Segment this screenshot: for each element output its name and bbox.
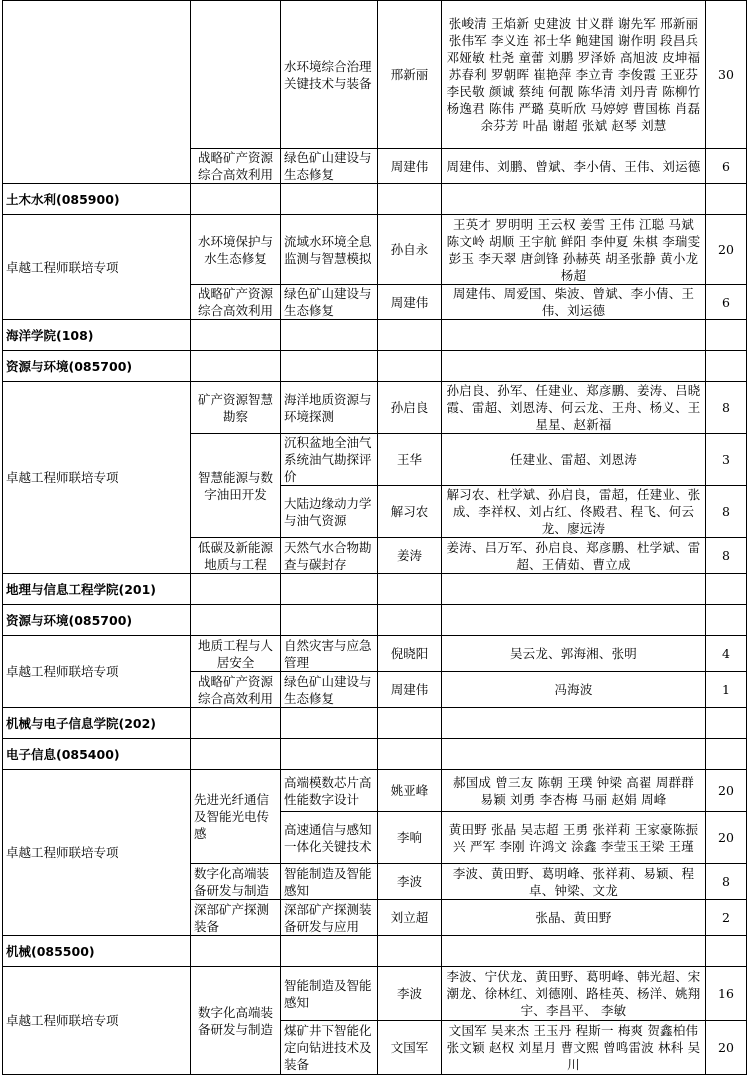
research-direction-cell [191, 1, 281, 149]
table-row [3, 215, 747, 285]
research-direction-cell: 数字化高端装备研发与制造 [191, 864, 281, 900]
quota-cell: 8 [706, 382, 747, 434]
topic-cell: 沉积盆地全油气系统油气勘探评价 [281, 434, 378, 486]
team-cell: 孙启良、孙军、任建业、郑彦鹏、姜涛、吕晓霞、雷超、刘恩涛、何云龙、王舟、杨义、王星星、赵新福 [442, 382, 706, 434]
team-cell: 吴云龙、郭海湘、张明 [442, 636, 706, 672]
section-row [3, 936, 747, 967]
table-row [3, 1, 747, 149]
research-direction-cell: 战略矿产资源综合高效利用 [191, 285, 281, 320]
section-title: 资源与环境(085700) [3, 351, 191, 382]
topic-cell: 煤矿井下智能化定向钻进技术及装备 [281, 1021, 378, 1075]
topic-cell: 智能制造及智能感知 [281, 864, 378, 900]
topic-cell: 绿色矿山建设与生态修复 [281, 285, 378, 320]
section-title: 地理与信息工程学院(201) [3, 574, 191, 605]
section-row [3, 708, 747, 739]
program-cell: 卓越工程师联培专项 [3, 770, 191, 936]
quota-cell: 30 [706, 1, 747, 149]
topic-cell: 深部矿产探测装备研发与应用 [281, 900, 378, 936]
program-cell: 卓越工程师联培专项 [3, 382, 191, 574]
topic-cell: 大陆边缘动力学与油气资源 [281, 486, 378, 538]
research-direction-cell: 水环境保护与水生态修复 [191, 215, 281, 285]
table-row [3, 636, 747, 672]
program-cell: 卓越工程师联培专项 [3, 967, 191, 1075]
enrollment-table [2, 0, 747, 1075]
quota-cell: 8 [706, 538, 747, 574]
team-cell: 解习农、杜学斌、孙启良，雷超，任建业、张成、李祥权、刘占红、佟殿君、程飞、何云龙、廖远涛 [442, 486, 706, 538]
research-direction-cell: 矿产资源智慧勘察 [191, 382, 281, 434]
topic-cell: 海洋地质资源与环境探测 [281, 382, 378, 434]
quota-cell: 6 [706, 149, 747, 184]
section-title: 机械(085500) [3, 936, 191, 967]
team-cell: 张峻清 王焰新 史建波 甘义群 谢先军 邢新丽 张伟军 李义连 祁士华 鲍建国 谢作明 段昌兵 邓娅敏 杜尧 童蕾 刘鹏 罗泽娇 高旭波 皮坤福 苏春利 罗朝晖 崔艳萍 李立青 李俊霞 王亚芬 李民敬 颜诚 蔡纯 何靓 陈华清 刘丹青 陈柳竹 杨逸君 陈伟 严璐 莫昕欣 马婷婷 曹国栋 肖磊 余芬芳 叶晶 谢超 张斌 赵琴 刘慧 [442, 1, 706, 149]
supervisor-cell: 李响 [378, 812, 442, 864]
section-row [3, 351, 747, 382]
topic-cell: 高速通信与感知一体化关键技术 [281, 812, 378, 864]
research-direction-cell: 战略矿产资源综合高效利用 [191, 672, 281, 708]
supervisor-cell: 姜涛 [378, 538, 442, 574]
section-title: 资源与环境(085700) [3, 605, 191, 636]
quota-cell: 20 [706, 215, 747, 285]
topic-cell: 自然灾害与应急管理 [281, 636, 378, 672]
quota-cell: 1 [706, 672, 747, 708]
quota-cell: 3 [706, 434, 747, 486]
supervisor-cell: 姚亚峰 [378, 770, 442, 812]
supervisor-cell: 孙启良 [378, 382, 442, 434]
topic-cell: 天然气水合物勘查与碳封存 [281, 538, 378, 574]
quota-cell: 2 [706, 900, 747, 936]
supervisor-cell: 刘立超 [378, 900, 442, 936]
supervisor-cell: 邢新丽 [378, 1, 442, 149]
team-cell: 黄田野 张晶 吴志超 王勇 张祥莉 王家豪陈振兴 严军 李刚 许鸿文 涂鑫 李莹玉王梁 王瑾 [442, 812, 706, 864]
quota-cell: 4 [706, 636, 747, 672]
topic-cell: 高端模数芯片高性能数字设计 [281, 770, 378, 812]
program-cell [3, 1, 191, 184]
team-cell: 周建伟、刘鹏、曾斌、李小倩、王伟、刘运德 [442, 149, 706, 184]
team-cell: 郝国成 曾三友 陈朝 王璞 钟梁 高翟 周群群 易颖 刘勇 李杏梅 马丽 赵娟 周峰 [442, 770, 706, 812]
topic-cell: 水环境综合治理关键技术与装备 [281, 1, 378, 149]
quota-cell: 8 [706, 486, 747, 538]
program-cell: 卓越工程师联培专项 [3, 636, 191, 708]
supervisor-cell: 孙自永 [378, 215, 442, 285]
supervisor-cell: 王华 [378, 434, 442, 486]
section-row [3, 184, 747, 215]
section-title: 海洋学院(108) [3, 320, 191, 351]
team-cell: 冯海波 [442, 672, 706, 708]
topic-cell: 流域水环境全息监测与智慧模拟 [281, 215, 378, 285]
quota-cell: 20 [706, 770, 747, 812]
team-cell: 张晶、黄田野 [442, 900, 706, 936]
research-direction-cell: 先进光纤通信及智能光电传感 [191, 770, 281, 864]
supervisor-cell: 文国军 [378, 1021, 442, 1075]
quota-cell: 20 [706, 1021, 747, 1075]
supervisor-cell: 李波 [378, 967, 442, 1021]
topic-cell: 智能制造及智能感知 [281, 967, 378, 1021]
supervisor-cell: 解习农 [378, 486, 442, 538]
research-direction-cell: 地质工程与人居安全 [191, 636, 281, 672]
research-direction-cell: 战略矿产资源综合高效利用 [191, 149, 281, 184]
quota-cell: 16 [706, 967, 747, 1021]
table-row [3, 770, 747, 812]
team-cell: 李波、宁伏龙、黄田野、葛明峰、韩光超、宋潮龙、徐林红、刘德刚、路桂英、杨洋、姚翔宇、李昌平、 李敏 [442, 967, 706, 1021]
section-row [3, 605, 747, 636]
section-title: 电子信息(085400) [3, 739, 191, 770]
supervisor-cell: 周建伟 [378, 149, 442, 184]
quota-cell: 6 [706, 285, 747, 320]
section-title: 土木水利(085900) [3, 184, 191, 215]
section-row [3, 574, 747, 605]
team-cell: 任建业、雷超、刘恩涛 [442, 434, 706, 486]
section-row [3, 739, 747, 770]
section-row [3, 320, 747, 351]
research-direction-cell: 深部矿产探测装备 [191, 900, 281, 936]
supervisor-cell: 周建伟 [378, 672, 442, 708]
team-cell: 王英才 罗明明 王云权 姜雪 王伟 江聪 马斌 陈文岭 胡顺 王宇航 鲜阳 李仲夏 朱棋 李瑞雯 彭玉 李天翠 唐剑锋 孙赫英 胡圣张静 黄小龙 杨超 [442, 215, 706, 285]
program-cell: 卓越工程师联培专项 [3, 215, 191, 320]
quota-cell: 8 [706, 864, 747, 900]
research-direction-cell: 智慧能源与数字油田开发 [191, 434, 281, 538]
section-title: 机械与电子信息学院(202) [3, 708, 191, 739]
supervisor-cell: 李波 [378, 864, 442, 900]
supervisor-cell: 周建伟 [378, 285, 442, 320]
quota-cell: 20 [706, 812, 747, 864]
team-cell: 周建伟、周爱国、柴波、曾斌、李小倩、王伟、刘运德 [442, 285, 706, 320]
topic-cell: 绿色矿山建设与生态修复 [281, 672, 378, 708]
supervisor-cell: 倪晓阳 [378, 636, 442, 672]
team-cell: 文国军 吴来杰 王玉丹 程斯一 梅爽 贺鑫柏伟 张文颖 赵权 刘星月 曹文熙 曾鸣雷波 林科 吴川 [442, 1021, 706, 1075]
topic-cell: 绿色矿山建设与生态修复 [281, 149, 378, 184]
team-cell: 李波、黄田野、葛明峰、张祥莉、易颖、程卓、钟梁、文龙 [442, 864, 706, 900]
research-direction-cell: 低碳及新能源地质与工程 [191, 538, 281, 574]
table-row [3, 967, 747, 1021]
table-row [3, 382, 747, 434]
team-cell: 姜涛、吕万军、孙启良、郑彦鹏、杜学斌、雷超、王倩茹、曹立成 [442, 538, 706, 574]
research-direction-cell: 数字化高端装备研发与制造 [191, 967, 281, 1075]
